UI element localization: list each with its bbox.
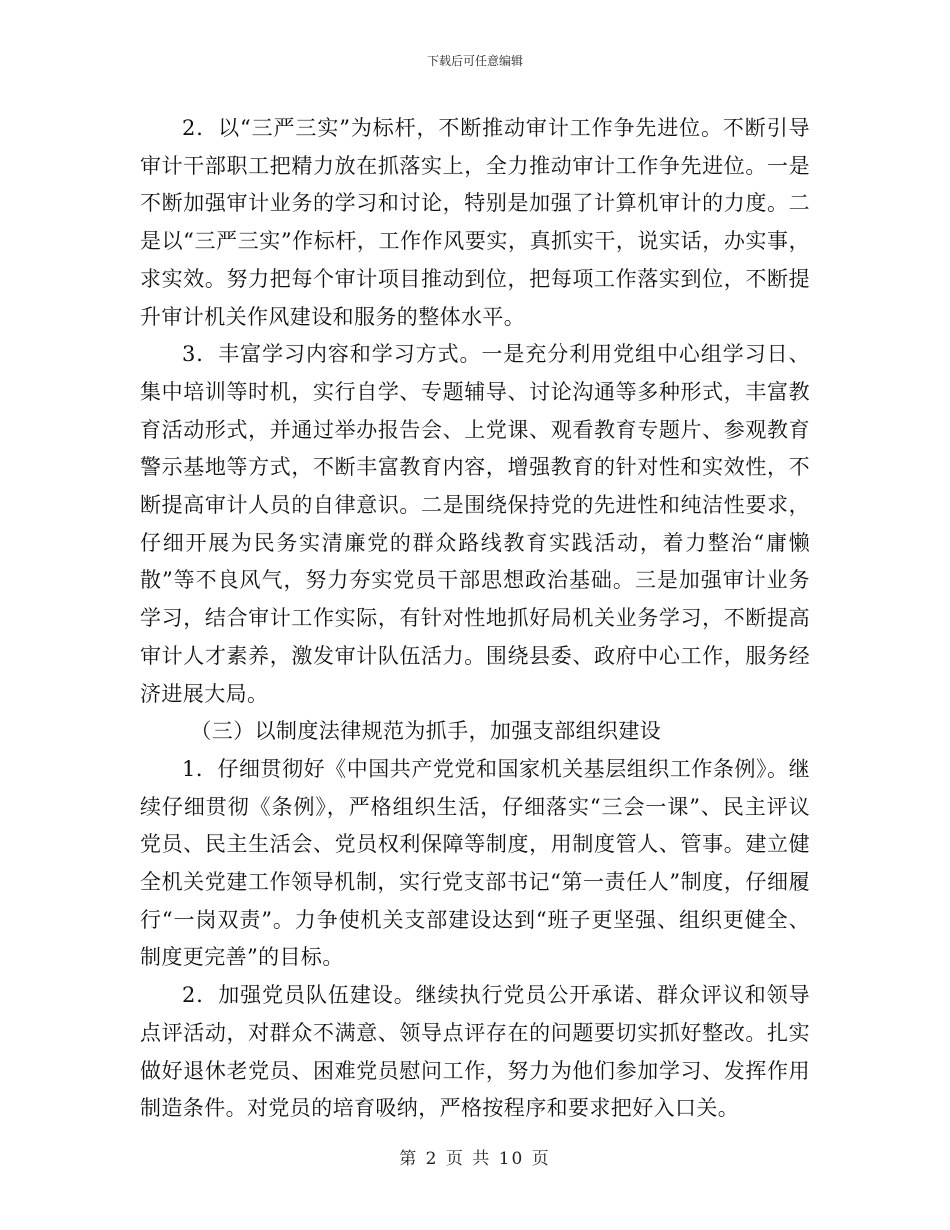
- document-body: [140, 110, 810, 1128]
- paragraph-1-regulations: 1．仔细贯彻好《中国共产党党和国家机关基层组织工作条例》。继续仔细贯彻《条例》，严格组织生活，仔细落实“三会一课”、民主评议党员、民主生活会、党员权利保障等制度，用制度管人、管事。建立健全机关党建工作领导机制，实行党支部书记“第一责任人”制度，仔细履行“一岗双责”。力争使机关支部建设达到“班子更坚强、组织更健全、制度更完善”的目标。: [140, 756, 810, 970]
- paragraph-3-study: 3．丰富学习内容和学习方式。一是充分利用党组中心组学习日、集中培训等时机，实行自学、专题辅导、讨论沟通等多种形式，丰富教育活动形式，并通过举办报告会、上党课、观看教育专题片、参观教育警示基地等方式，不断丰富教育内容，增强教育的针对性和实效性，不断提高审计人员的自律意识。二是围绕保持党的先进性和纯洁性要求，仔细开展为民务实清廉党的群众路线教育实践活动，着力整治“庸懒散”等不良风气，努力夯实党员干部思想政治基础。三是加强审计业务学习，结合审计工作实际，有针对性地抓好局机关业务学习，不断提高审计人才素养，激发审计队伍活力。围绕县委、政府中心工作，服务经济进展大局。: [140, 342, 810, 706]
- paragraph-2-sanyan: 2．以“三严三实”为标杆，不断推动审计工作争先进位。不断引导审计干部职工把精力放在抓落实上，全力推动审计工作争先进位。一是不断加强审计业务的学习和讨论，特别是加强了计算机审计的力度。二是以“三严三实”作标杆，工作作风要实，真抓实干，说实话，办实事，求实效。努力把每个审计项目推动到位，把每项工作落实到位，不断提升审计机关作风建设和服务的整体水平。: [140, 116, 810, 329]
- section-heading-3: （三）以制度法律规范为抓手，加强支部组织建设: [190, 719, 662, 744]
- page-footer: 第 2 页 共 10 页: [399, 1149, 551, 1169]
- page-header: 下载后可任意编辑: [426, 54, 523, 68]
- paragraph-2-team: 2．加强党员队伍建设。继续执行党员公开承诺、群众评议和领导点评活动，对群众不满意、领导点评存在的问题要切实抓好整改。扎实做好退休老党员、困难党员慰问工作，努力为他们参加学习、发挥作用制造条件。对党员的培育吸纳，严格按程序和要求把好入口关。: [140, 983, 810, 1121]
